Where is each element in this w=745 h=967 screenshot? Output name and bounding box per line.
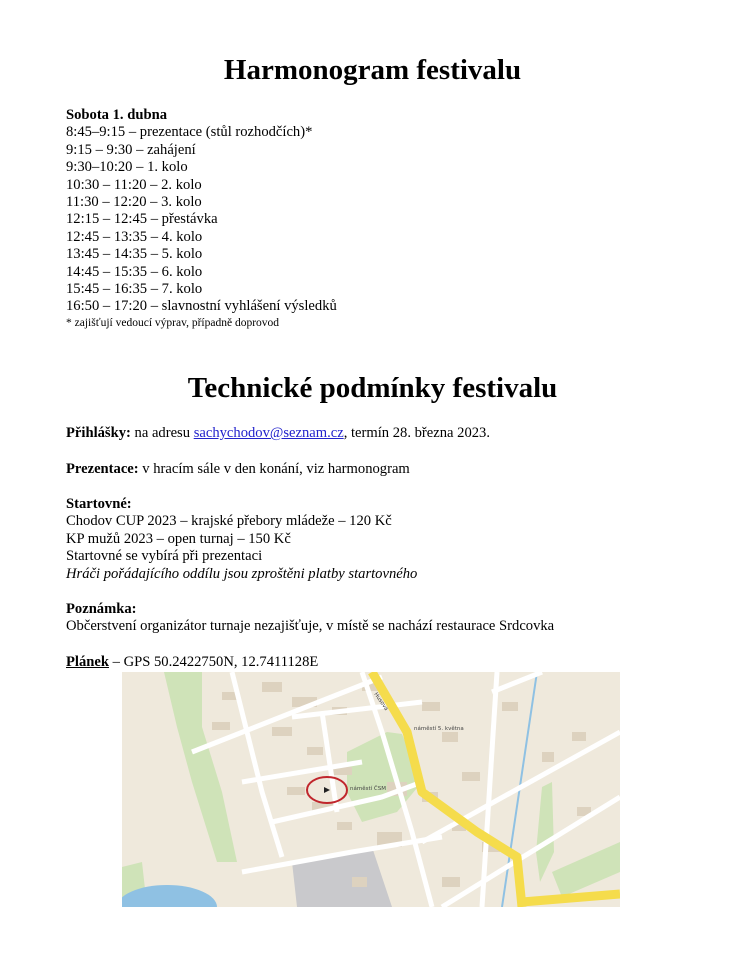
fee-block [66,496,417,583]
schedule-item: 8:45–9:15 – prezentace (stůl rozhodčích)* [66,124,313,141]
plan-label: Plánek [66,654,109,670]
schedule-item: 15:45 – 16:35 – 7. kolo [66,281,203,298]
fee-line: Chodov CUP 2023 – krajské přebory mládeže – 120 Kč [66,513,392,530]
location-map[interactable] [122,672,620,907]
schedule-item: 16:50 – 17:20 – slavnostní vyhlášení výsledků [66,298,337,315]
schedule-item: 9:30–10:20 – 1. kolo [66,159,188,176]
applications-deadline: , termín 28. března 2023. [343,425,490,441]
presentation-label: Prezentace: [66,461,139,477]
map-graphic [122,672,620,907]
schedule-item: 11:30 – 12:20 – 3. kolo [66,194,202,211]
fee-label: Startovné: [66,496,132,512]
plan-gps: – GPS 50.2422750N, 12.7411128E [108,654,319,670]
schedule-day: Sobota 1. dubna [66,107,167,123]
fee-exemption: Hráči pořádajícího oddílu jsou zproštěni platby startovného [66,565,418,582]
schedule-item: 12:45 – 13:35 – 4. kolo [66,228,203,245]
applications-label: Přihlášky: [66,425,131,441]
schedule-item: 12:15 – 12:45 – přestávka [66,211,218,228]
map-label-husova: Husova [372,691,390,712]
note-block [66,601,554,636]
schedule-item: 13:45 – 14:35 – 5. kolo [66,246,203,263]
presentation-text: v hracím sále v den konání, viz harmonogram [138,461,410,477]
schedule-item: 10:30 – 11:20 – 2. kolo [66,176,202,193]
note-label: Poznámka: [66,601,137,617]
map-label-square-csm: náměstí ČSM [350,786,386,792]
plan-paragraph [66,654,318,671]
conditions-title: Technické podmínky festivalu [187,372,558,404]
schedule-title: Harmonogram festivalu [223,54,522,86]
presentation-paragraph [66,461,410,478]
note-text: Občerstvení organizátor turnaje nezajišťuje, v místě se nachází restaurace Srdcovka [66,618,555,635]
schedule-footnote: * zajišťují vedoucí výprav, případně doprovod [66,316,280,329]
applications-paragraph [66,425,490,442]
schedule-block [66,107,337,330]
email-link[interactable]: sachychodov@seznam.cz [193,425,344,441]
schedule-item: 14:45 – 15:35 – 6. kolo [66,263,203,280]
fee-line: Startovné se vybírá při prezentaci [66,548,263,565]
map-label-square-5-kvetna: náměstí 5. května [414,726,464,732]
fee-line: KP mužů 2023 – open turnaj – 150 Kč [66,530,291,547]
schedule-item: 9:15 – 9:30 – zahájení [66,141,196,158]
applications-text: na adresu [130,425,194,441]
